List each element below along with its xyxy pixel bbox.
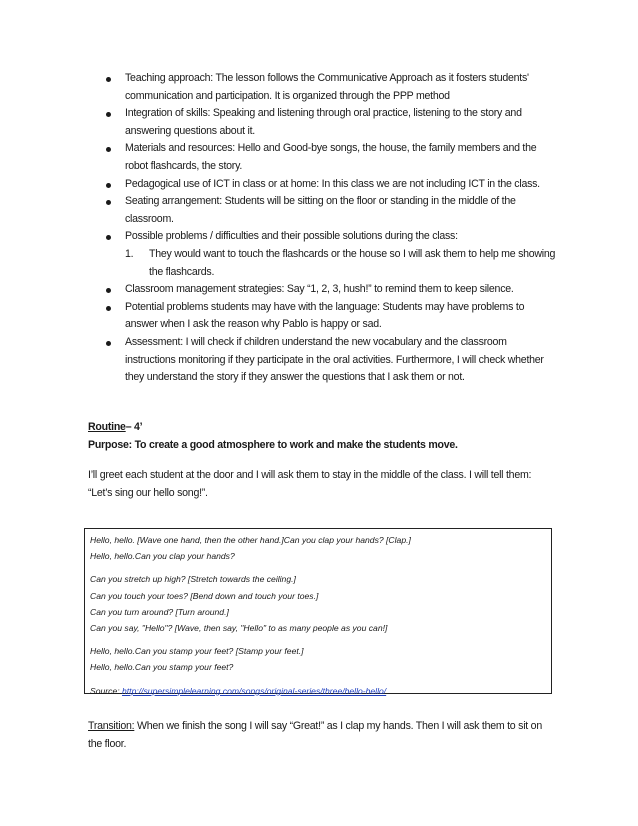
bullet-possible-problems <box>106 228 556 281</box>
bullet-classroom-management: Classroom management strategies: Say “1, 2, 3, hush!” to remind them to keep silence. <box>106 281 556 299</box>
song-stanza <box>90 643 545 675</box>
song-stanza <box>90 571 545 636</box>
routine-purpose: Purpose: To create a good atmosphere to work and make the students move. <box>88 438 458 451</box>
bullet-integration-of-skills: Integration of skills: Speaking and listening through oral practice, listening to the story and answering questions about it. <box>106 105 556 140</box>
song-line: Can you turn around? [Turn around.] <box>90 606 229 617</box>
routine-heading <box>88 419 558 454</box>
bullet-teaching-approach: Teaching approach: The lesson follows the Communicative Approach as it fosters students' communication and participation. It is organized through the PPP method <box>106 70 556 105</box>
song-line: Can you stretch up high? [Stretch towards the ceiling.] <box>90 574 296 585</box>
bullet-language-problems: Potential problems students may have with the language: Students may have problems to answer when I ask the reason why Pablo is happy or sad. <box>106 299 556 334</box>
transition-title: Transition: <box>88 720 135 732</box>
source-label: Source: <box>90 685 120 696</box>
song-stanza <box>90 532 545 564</box>
problems-sub-item <box>125 246 556 281</box>
routine-intro: I’ll greet each student at the door and I will ask them to stay in the middle of the class. I will tell them: “Let’s sing our hello song!”. <box>88 469 532 499</box>
lesson-details-list <box>106 70 556 387</box>
song-line: Can you touch your toes? [Bend down and touch your toes.] <box>90 590 319 601</box>
routine-duration: – 4’ <box>125 421 143 433</box>
transition-text: When we finish the song I will say “Great!” as I clap my hands. Then I will ask them to sit on the floor. <box>88 720 542 750</box>
problems-sublist <box>125 246 556 281</box>
song-line: Hello, hello.Can you stamp your feet? [Stamp your feet.] <box>90 646 304 657</box>
sub-item-number: 1. <box>125 247 134 260</box>
song-lyrics-box <box>84 528 552 694</box>
bullet-materials: Materials and resources: Hello and Good-bye songs, the house, the family members and the robot flashcards, the story. <box>106 140 556 175</box>
problems-text: Possible problems / difficulties and their possible solutions during the class: <box>125 230 458 243</box>
bullet-ict: Pedagogical use of ICT in class or at home: In this class we are not including ICT in the class. <box>106 176 556 194</box>
bullet-seating: Seating arrangement: Students will be sitting on the floor or standing in the middle of the classroom. <box>106 193 556 228</box>
song-source <box>90 683 545 699</box>
song-line: Can you say, "Hello"? [Wave, then say, "Hello" to as many people as you can!] <box>90 623 388 634</box>
sub-item-text: They would want to touch the flashcards or the house so I will ask them to help me showing the flashcards. <box>149 247 556 278</box>
transition-paragraph <box>88 717 558 753</box>
song-line: Hello, hello.Can you clap your hands? <box>90 551 235 562</box>
bullet-assessment: Assessment: I will check if children understand the new vocabulary and the classroom instructions monitoring if they participate in the oral activities. Furthermore, I will check whether they understand the story if they answer the questions that I ask them or not. <box>106 334 556 387</box>
routine-title: Routine <box>88 421 126 433</box>
song-line: Hello, hello. [Wave one hand, then the other hand.]Can you clap your hands? [Clap.] <box>90 535 411 545</box>
source-link[interactable]: http://supersimplelearning.com/songs/original-series/three/hello-hello/ <box>122 685 387 696</box>
song-line: Hello, hello.Can you stamp your feet? <box>90 662 234 673</box>
